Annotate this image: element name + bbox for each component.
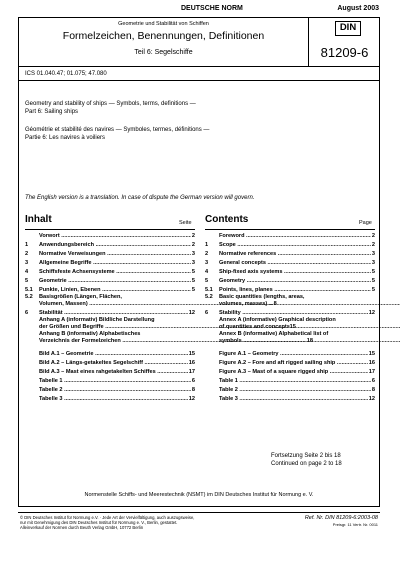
toc-entry-page: 3	[191, 251, 195, 257]
toc-entry-page: 2	[191, 233, 195, 239]
toc-entry[interactable]	[205, 266, 375, 275]
toc-entry[interactable]	[205, 366, 375, 375]
toc-entry-title: Bild A.3 – Mast eines rahgetakelten Schiffes .....	[39, 369, 188, 375]
toc-entry-title-line: Annex B (informative) Alphabetical list of	[219, 331, 329, 338]
ics-codes: ICS 01.040.47; 01.075; 47.080	[25, 71, 107, 77]
standard-title: Formelzeichen, Benennungen, Definitionen	[62, 30, 265, 42]
toc-entry-page: 8	[371, 386, 375, 393]
toc-entry-page: 2	[191, 242, 195, 248]
toc-list-en	[205, 230, 375, 402]
issue-date: August 2003	[337, 5, 379, 12]
toc-entry-title: Scope .....	[219, 242, 371, 248]
toc-entry-title: General concepts .....	[219, 260, 371, 266]
toc-entry-title: Tabelle 1 .....	[39, 378, 191, 384]
toc-entry[interactable]	[25, 366, 195, 375]
toc-entry-page: 17	[368, 368, 375, 375]
toc-entry-page: 12	[188, 395, 195, 402]
toc-entry-title: Punkte, Linien, Ebenen .....	[39, 287, 191, 293]
price-group: Preisgr. 11 Vertr. Nr. 0011	[332, 522, 378, 527]
toc-entry-page: 6	[191, 377, 195, 384]
toc-entry-page: 12	[368, 310, 375, 317]
toc-entry[interactable]	[25, 266, 195, 275]
toc-entry[interactable]	[25, 239, 195, 248]
toc-entry[interactable]	[25, 284, 195, 293]
toc-entry-page: 17	[188, 368, 195, 375]
toc-entry-page: 8	[191, 386, 195, 393]
toc-entry[interactable]	[205, 257, 375, 266]
toc-entry-page: 6	[371, 377, 375, 384]
continuation-note	[271, 452, 342, 468]
toc-entry-page: 5	[371, 287, 375, 293]
toc-entry-title: Bild A.2 – Längs-getakeltes Segelschiff .....	[39, 360, 188, 366]
toc-entry-number: 4	[25, 269, 29, 275]
french-title-line: Géométrie et stabilité des navires — Symboles, termes, définitions —	[25, 127, 210, 133]
toc-entry-title: Figure A.1 – Geometry .....	[219, 351, 368, 357]
toc-entry-page: 15	[289, 323, 296, 330]
toc-entry[interactable]	[205, 348, 375, 357]
toc-entry-title: Normative references .....	[219, 251, 371, 257]
toc-entry-title: Tabelle 2 .....	[39, 387, 191, 393]
footer-divider	[18, 512, 380, 513]
toc-entry[interactable]	[205, 239, 375, 248]
toc-entry-number: 2	[25, 251, 29, 257]
toc-entry-title: Table 2 .....	[219, 387, 371, 393]
toc-entry-page: 12	[368, 395, 375, 402]
french-title	[25, 127, 209, 142]
toc-entry[interactable]	[25, 393, 195, 402]
french-title-line: Partie 6: Les navires à voiliers	[25, 134, 106, 141]
toc-entry-title: Anwendungsbereich .....	[39, 242, 191, 248]
toc-entry-page: 5	[371, 269, 375, 275]
toc-entry-title: Allgemeine Begriffe .....	[39, 260, 191, 266]
toc-entry-title: Points, lines, planes .....	[219, 287, 371, 293]
toc-entry[interactable]	[205, 307, 375, 316]
toc-entry[interactable]	[205, 330, 375, 344]
document-body	[18, 67, 380, 507]
toc-entry-page: 3	[371, 260, 375, 266]
copyright-line: nur mit Genehmigung des DIN Deutsches Institut für Normung e. V., Berlin, gestattet.	[20, 520, 178, 525]
toc-title-de: Inhalt	[25, 214, 52, 225]
toc-entry-number: 6	[25, 310, 29, 317]
toc-page-label-en: Page	[359, 220, 372, 226]
din-logo: DIN	[335, 21, 361, 36]
toc-entry-title: Table 1 .....	[219, 378, 371, 384]
toc-entry[interactable]	[205, 384, 375, 393]
toc-entry-page: 8	[273, 300, 277, 307]
toc-entry-title: Stability .....	[219, 310, 368, 316]
toc-entry-number: 5	[25, 278, 29, 284]
toc-entry-page: 2	[371, 242, 375, 248]
toc-entry[interactable]	[25, 307, 195, 316]
english-title-line: Part 6: Sailing ships	[25, 108, 79, 115]
toc-entry-number: 6	[205, 310, 209, 317]
toc-entry-title-line: volumes, masses) .....	[219, 301, 400, 308]
continuation-line: Fortsetzung Seite 2 bis 18	[271, 453, 341, 459]
toc-entry[interactable]	[25, 357, 195, 366]
toc-entry-page: 5	[371, 278, 375, 284]
toc-entry-title-line: Annex A (informative) Graphical description	[219, 317, 336, 324]
toc-entry[interactable]	[25, 375, 195, 384]
toc-entry[interactable]	[25, 248, 195, 257]
continuation-line: Continued on page 2 to 18	[271, 461, 342, 467]
toc-entry[interactable]	[25, 275, 195, 284]
english-title	[25, 101, 196, 116]
toc-entry-title-line: Anhang A (informativ) Bildliche Darstellung	[39, 317, 155, 324]
copyright-line: © DIN Deutsches Institut für Normung e.V. · Jede Art der Vervielfältigung, auch auszugsweise,	[20, 515, 195, 520]
toc-entry-number: 1	[25, 242, 29, 248]
toc-entry[interactable]	[205, 357, 375, 366]
toc-entry-number: 3	[205, 260, 209, 266]
toc-entry-number: 5.2	[25, 294, 33, 300]
standard-subtitle: Geometrie und Stabilität von Schiffen	[118, 21, 209, 27]
toc-entry-title-line: of quantities and concepts .....	[219, 324, 400, 331]
toc-entry-title-line: Basisgrößen (Längen, Flächen,	[39, 294, 122, 300]
toc-entry-title: Geometry .....	[219, 278, 371, 284]
toc-entry[interactable]	[205, 293, 375, 307]
toc-entry-title: Ship-fixed axis systems .....	[219, 269, 371, 275]
toc-entry-page: 18	[306, 337, 313, 344]
ics-divider	[19, 80, 379, 81]
toc-entry[interactable]	[205, 393, 375, 402]
reference-number: Ref. Nr. DIN 81209-6:2003-08	[304, 515, 378, 521]
standard-number: 81209-6	[320, 45, 369, 60]
toc-entry[interactable]	[205, 275, 375, 284]
copyright-notice	[20, 515, 270, 530]
toc-entry-number: 4	[205, 269, 209, 275]
toc-entry-page: 3	[371, 251, 375, 257]
toc-entry-title-line: Verzeichnis der Formelzeichen .....	[39, 338, 306, 345]
standard-part: Teil 6: Segelschiffe	[134, 49, 193, 56]
toc-entry-title: Bild A.1 – Geometrie .....	[39, 351, 188, 357]
toc-entry-title: Tabelle 3 .....	[39, 396, 188, 402]
toc-entry-number: 5	[205, 278, 209, 284]
title-block	[18, 17, 380, 67]
toc-entry-title: Figure A.3 – Mast of a square rigged ship .....	[219, 369, 368, 375]
toc-entry[interactable]	[25, 348, 195, 357]
toc-entry-title: Geometrie .....	[39, 278, 191, 284]
toc-entry-page: 3	[191, 260, 195, 266]
toc-entry-number: 3	[25, 260, 29, 266]
toc-entry[interactable]	[205, 230, 375, 239]
toc-entry-title: Foreword .....	[219, 233, 371, 239]
toc-entry-title-line: Volumen, Massen) .....	[39, 301, 273, 308]
copyright-line: Alleinverkauf der Normen durch Beuth Verlag GmbH, 10772 Berlin	[20, 525, 144, 530]
toc-title-en: Contents	[205, 214, 249, 225]
toc-entry-title-line: Anhang B (informativ) Alphabetisches	[39, 331, 141, 338]
translation-note: The English version is a translation. In case of dispute the German version will govern.	[25, 195, 255, 201]
toc-entry-page: 5	[191, 269, 195, 275]
toc-entry-number: 5.2	[205, 294, 213, 300]
toc-entry-number: 5.1	[205, 287, 213, 293]
norm-label: DEUTSCHE NORM	[181, 5, 243, 12]
english-title-line: Geometry and stability of ships — Symbols, terms, definitions —	[25, 101, 196, 107]
toc-entry-number: 5.1	[25, 287, 33, 293]
toc-entry[interactable]	[25, 384, 195, 393]
toc-entry-page: 16	[368, 359, 375, 366]
toc-entry[interactable]	[205, 375, 375, 384]
toc-entry-title-line: der Größen und Begriffe .....	[39, 324, 289, 331]
toc-entry-page: 5	[191, 278, 195, 284]
toc-entry-title: Normative Verweisungen .....	[39, 251, 191, 257]
toc-entry-title-line: symbols .....	[219, 338, 400, 345]
toc-entry-page: 16	[188, 359, 195, 366]
toc-entry-page: 15	[188, 350, 195, 357]
toc-entry-title: Table 3 .....	[219, 396, 368, 402]
toc-entry-title: Schiffsfeste Achsensysteme .....	[39, 269, 191, 275]
toc-entry[interactable]	[205, 284, 375, 293]
committee-name: Normenstelle Schiffs- und Meerestechnik (NSMT) im DIN Deutsches Institut für Normung e. V.	[84, 492, 314, 498]
toc-entry-title: Stabilität .....	[39, 310, 188, 316]
toc-entry[interactable]	[205, 316, 375, 330]
toc-entry[interactable]	[25, 257, 195, 266]
toc-entry-page: 2	[371, 233, 375, 239]
toc-entry-number: 1	[205, 242, 209, 248]
toc-page-label-de: Seite	[179, 220, 192, 226]
toc-entry-title-line: Basic quantities (lengths, areas,	[219, 294, 305, 300]
toc-entry[interactable]	[25, 230, 195, 239]
toc-entry-page: 5	[191, 287, 195, 293]
toc-entry-number: 2	[205, 251, 209, 257]
toc-entry[interactable]	[205, 248, 375, 257]
toc-entry-title: Figure A.2 – Fore and aft rigged sailing ship .....	[219, 360, 368, 366]
toc-entry-page: 12	[188, 310, 195, 317]
toc-entry-page: 15	[368, 350, 375, 357]
toc-entry-title: Vorwort .....	[39, 233, 191, 239]
